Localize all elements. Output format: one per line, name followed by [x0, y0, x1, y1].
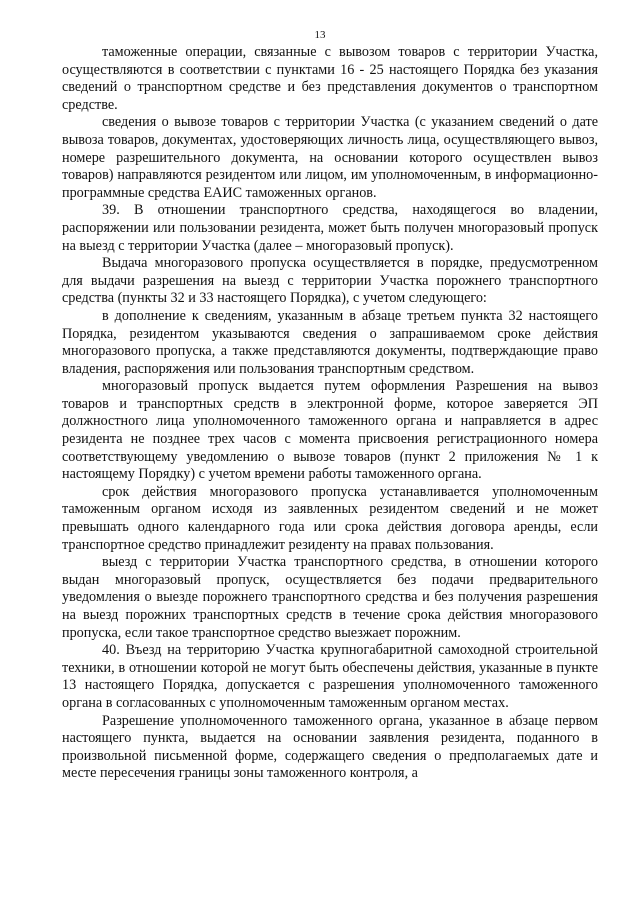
paragraph-export-information: сведения о вывозе товаров с территории Участка (с указанием сведений о дате вывоза товаров, документах, удостоверяющих личность лица, осуществляющего вывоз, номере разрешительного документа, на основании которого осуществлен вывоз товаров) направляются резидентом или лицом, им уполномоченным, в информационно-программные средства ЕАИС таможенных органов.	[62, 114, 598, 201]
paragraph-vehicle-exit: выезд с территории Участка транспортного средства, в отношении которого выдан многоразовый пропуск, осуществляется без подачи предварительного уведомления о выезде порожнего транспортного средства и без получения разрешения на выезд порожних транспортных средств в течение срока действия многоразового пропуска, если такое транспортное средство выезжает порожним.	[62, 554, 598, 641]
paragraph-additional-information: в дополнение к сведениям, указанным в абзаце третьем пункта 32 настоящего Порядка, резидентом указываются сведения о запрашиваемом сроке действия многоразового пропуска, а также представляются документы, подтверждающие право владения, распоряжения или пользования транспортным средством.	[62, 307, 598, 377]
paragraph-39-multiple-pass: 39. В отношении транспортного средства, находящегося во владении, распоряжении или пользовании резидента, может быть получен многоразовый пропуск на выезд с территории Участка (далее – многоразовый пропуск).	[62, 202, 598, 254]
paragraph-pass-validity: срок действия многоразового пропуска устанавливается уполномоченным таможенным органом исходя из заявленных резидентом сведений и не может превышать одного календарного года или срока действия договора аренды, если транспортное средство принадлежит резиденту на правах пользования.	[62, 483, 598, 553]
paragraph-permission-application: Разрешение уполномоченного таможенного органа, указанное в абзаце первом настоящего пункта, выдается на основании заявления резидента, поданного в произвольной письменной форме, содержащего сведения о предполагаемых дате и месте пересечения границы зоны таможенного контроля, а	[62, 712, 598, 782]
page-number: 13	[314, 29, 326, 41]
paragraph-electronic-permit: многоразовый пропуск выдается путем оформления Разрешения на вывоз товаров и транспортных средств в электронной форме, которое заверяется ЭП должностного лица уполномоченного таможенного органа и направляется в адрес резидента не позднее трех часов с момента присвоения регистрационного номера соответствующему уведомлению о вывозе товаров (пункт 2 приложения № 1 к настоящему Порядку) с учетом времени работы таможенного органа.	[62, 378, 598, 483]
paragraph-pass-issuance: Выдача многоразового пропуска осуществляется в порядке, предусмотренном для выдачи разрешения на выезд с территории Участка порожнего транспортного средства (пункты 32 и 33 настоящего Порядка), с учетом следующего:	[62, 255, 598, 307]
paragraph-40-construction-equipment: 40. Въезд на территорию Участка крупногабаритной самоходной строительной техники, в отношении которой не могут быть обеспечены действия, указанные в пункте 13 настоящего Порядка, допускается с разрешения уполномоченного таможенного органа в согласованных с уполномоченным таможенным органом местах.	[62, 642, 598, 711]
document-body	[62, 44, 598, 783]
paragraph-customs-operations: таможенные операции, связанные с вывозом товаров с территории Участка, осуществляются в соответствии с пунктами 16 - 25 настоящего Порядка без указания сведений о транспортном средстве и без представления документов о транспортном средстве.	[62, 44, 598, 113]
